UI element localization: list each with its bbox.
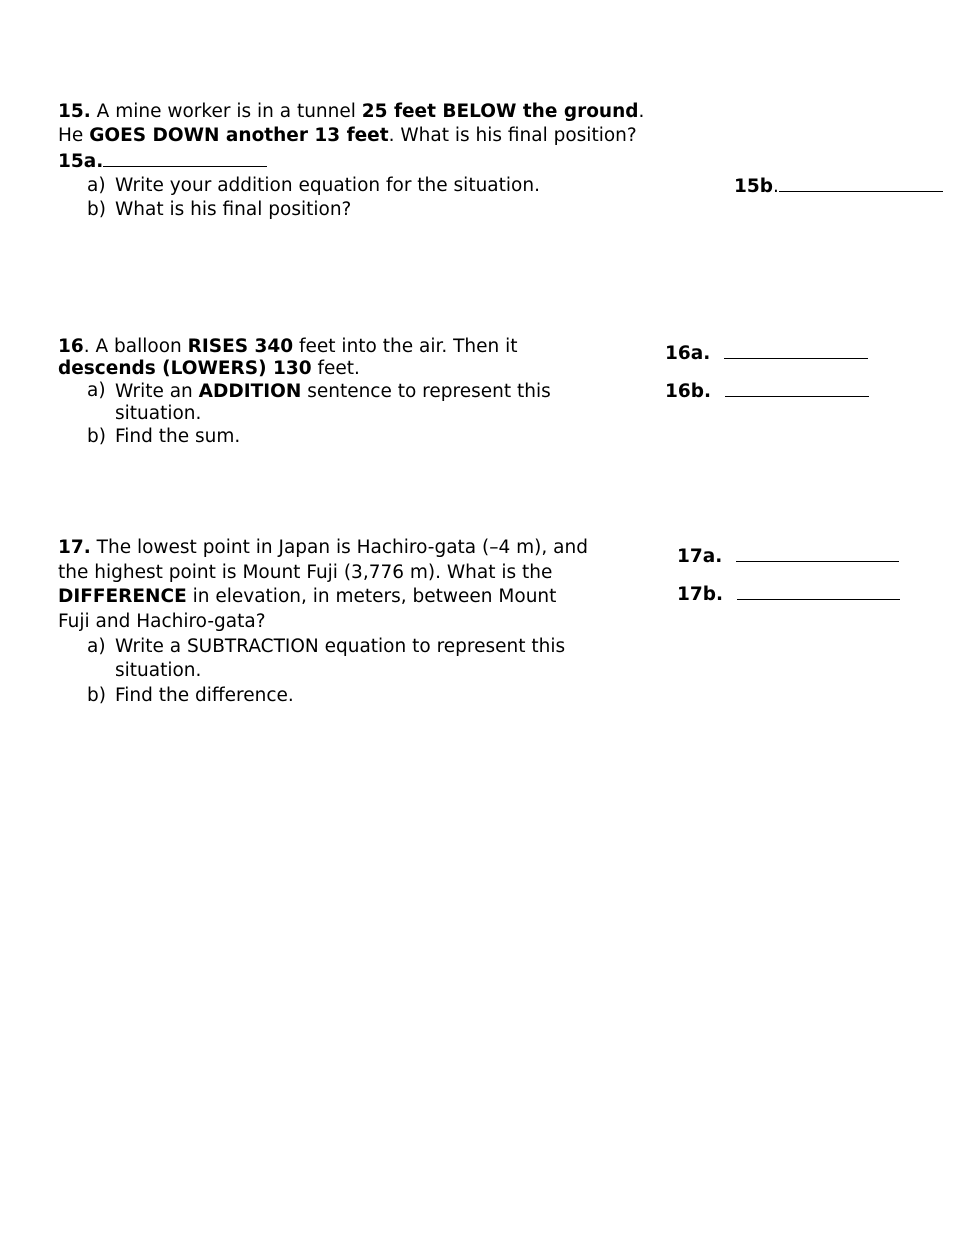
q16-item-b-marker: b) <box>87 426 106 447</box>
q17-line-3 <box>58 585 556 609</box>
q17-text: in elevation, in meters, between Mount <box>186 586 557 607</box>
q17-line-1 <box>58 536 588 560</box>
answer-15a <box>58 149 267 174</box>
q17-line-4: Fuji and Hachiro-gata? <box>58 611 266 632</box>
q15-emphasis: GOES DOWN another 13 feet <box>89 125 389 146</box>
q15-line-1 <box>58 100 644 124</box>
q16-item-b-text: Find the sum. <box>115 426 241 447</box>
q17-item-a-text: Write a SUBTRACTION equation to represent this <box>115 636 566 657</box>
answer-17b-blank[interactable] <box>737 582 900 600</box>
answer-15a-label: 15a. <box>58 151 104 172</box>
answer-16a-blank[interactable] <box>724 341 868 359</box>
q15-emphasis: 25 feet BELOW the ground <box>361 101 639 122</box>
q17-item-a-marker: a) <box>87 636 106 657</box>
answer-15b-blank[interactable] <box>779 174 943 192</box>
answer-16a <box>665 341 868 366</box>
answer-15b <box>734 174 943 199</box>
q16-item-a-pre: Write an <box>115 381 199 402</box>
q16-text: feet into the air. Then it <box>293 336 518 357</box>
q17-number: 17. <box>58 537 91 558</box>
q15-item-a-marker: a) <box>87 175 106 196</box>
q17-emphasis: DIFFERENCE <box>58 586 187 607</box>
q15-text: . What is his final position? <box>388 125 637 146</box>
answer-15a-blank[interactable] <box>103 149 267 167</box>
answer-16b-label: 16b. <box>665 381 712 402</box>
q17-item-b-marker: b) <box>87 685 106 706</box>
answer-16b-blank[interactable] <box>725 379 869 397</box>
q15-text: . <box>638 101 645 122</box>
q16-line-1 <box>58 335 518 359</box>
answer-16a-label: 16a. <box>665 343 711 364</box>
answer-17b <box>677 582 900 607</box>
q17-item-b-text: Find the difference. <box>115 685 294 706</box>
q16-emphasis: descends (LOWERS) 130 <box>58 358 312 379</box>
q16-item-a-cont: situation. <box>115 403 202 424</box>
q17-text: The lowest point in Japan is Hachiro-gata (–4 m), and <box>90 537 588 558</box>
q15-line-2 <box>58 124 637 148</box>
q15-number: 15. <box>58 101 91 122</box>
q15-item-a-text: Write your addition equation for the situation. <box>115 175 540 196</box>
q16-line-2 <box>58 357 360 381</box>
answer-15b-label: 15b <box>734 176 773 197</box>
q17-line-2: the highest point is Mount Fuji (3,776 m). What is the <box>58 562 553 583</box>
q17-item-a-cont: situation. <box>115 660 202 681</box>
q16-item-a-marker: a) <box>87 380 106 401</box>
q15-text: A mine worker is in a tunnel <box>90 101 362 122</box>
q15-text: He <box>58 125 90 146</box>
answer-17a <box>677 544 899 569</box>
q16-item-a-post: sentence to represent this <box>301 381 551 402</box>
answer-17b-label: 17b. <box>677 584 724 605</box>
q16-text: . A balloon <box>83 336 188 357</box>
q15-item-b-marker: b) <box>87 199 106 220</box>
q16-item-a-text <box>115 381 551 403</box>
answer-17a-blank[interactable] <box>736 544 899 562</box>
q16-item-a-bold: ADDITION <box>198 381 302 402</box>
answer-17a-label: 17a. <box>677 546 723 567</box>
q16-emphasis: RISES 340 <box>187 336 294 357</box>
answer-15b-dot: . <box>773 176 779 197</box>
answer-16b <box>665 379 869 404</box>
q16-text: feet. <box>311 358 360 379</box>
q15-item-b-text: What is his final position? <box>115 199 352 220</box>
q16-number: 16 <box>58 336 84 357</box>
